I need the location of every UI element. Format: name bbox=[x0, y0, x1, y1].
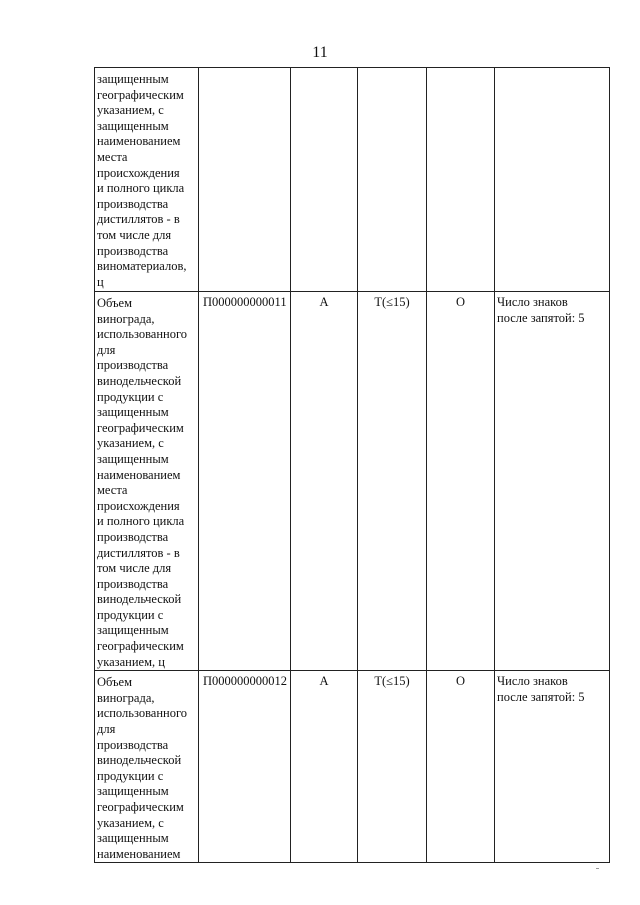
type-text bbox=[358, 68, 426, 71]
indicator-name-text: Объем винограда, использованного для производства винодельческой продукции с защищенным географическим указанием, с защищенным наименованием места происхождения и полного цикла производства дистиллятов - в том числе для производства винодельческой продукции с защищенным географическим указанием, ц bbox=[97, 296, 188, 669]
note-cell bbox=[495, 68, 610, 292]
note-text bbox=[495, 68, 609, 71]
type-cell bbox=[358, 292, 427, 671]
indicator-code-cell bbox=[199, 68, 291, 292]
indicator-name-text: защищенным географическим указанием, с защищенным наименованием места происхождения и полного цикла производства дистиллятов - в том числе для производства виноматериалов, ц bbox=[97, 72, 187, 289]
table-row bbox=[95, 68, 610, 292]
indicator-name-cell bbox=[95, 292, 199, 671]
obligation-text: О bbox=[455, 295, 466, 309]
obligation-text bbox=[427, 68, 494, 71]
scan-artifact bbox=[596, 868, 599, 869]
indicator-code-text: П000000000011 bbox=[203, 295, 287, 309]
note-text: Число знаков после запятой: 5 bbox=[497, 295, 585, 325]
attribute-a-text: А bbox=[319, 674, 329, 689]
attribute-a-text bbox=[291, 68, 357, 71]
note-cell bbox=[495, 292, 610, 671]
obligation-cell bbox=[427, 68, 495, 292]
note-cell bbox=[495, 671, 610, 863]
page-number: 11 bbox=[312, 44, 328, 61]
table-row bbox=[95, 671, 610, 863]
indicator-name-cell bbox=[95, 671, 199, 863]
table-row bbox=[95, 292, 610, 671]
type-cell bbox=[358, 68, 427, 292]
attribute-a-cell bbox=[291, 68, 358, 292]
type-cell bbox=[358, 671, 427, 863]
indicator-table bbox=[94, 67, 610, 863]
indicator-code-cell bbox=[199, 292, 291, 671]
attribute-a-cell bbox=[291, 671, 358, 863]
indicator-name-cell bbox=[95, 68, 199, 292]
indicator-code-text: П000000000012 bbox=[203, 674, 288, 689]
type-text: Т(≤15) bbox=[374, 295, 410, 309]
obligation-text: О bbox=[455, 674, 466, 689]
indicator-code-cell bbox=[199, 671, 291, 863]
attribute-a-text: А bbox=[319, 295, 329, 309]
type-text: Т(≤15) bbox=[374, 674, 410, 689]
attribute-a-cell bbox=[291, 292, 358, 671]
obligation-cell bbox=[427, 671, 495, 863]
indicator-code-text bbox=[199, 68, 290, 71]
obligation-cell bbox=[427, 292, 495, 671]
note-text: Число знаков после запятой: 5 bbox=[497, 674, 585, 704]
indicator-name-text: Объем винограда, использованного для производства винодельческой продукции с защищенным географическим указанием, с защищенным наименованием bbox=[97, 675, 188, 861]
